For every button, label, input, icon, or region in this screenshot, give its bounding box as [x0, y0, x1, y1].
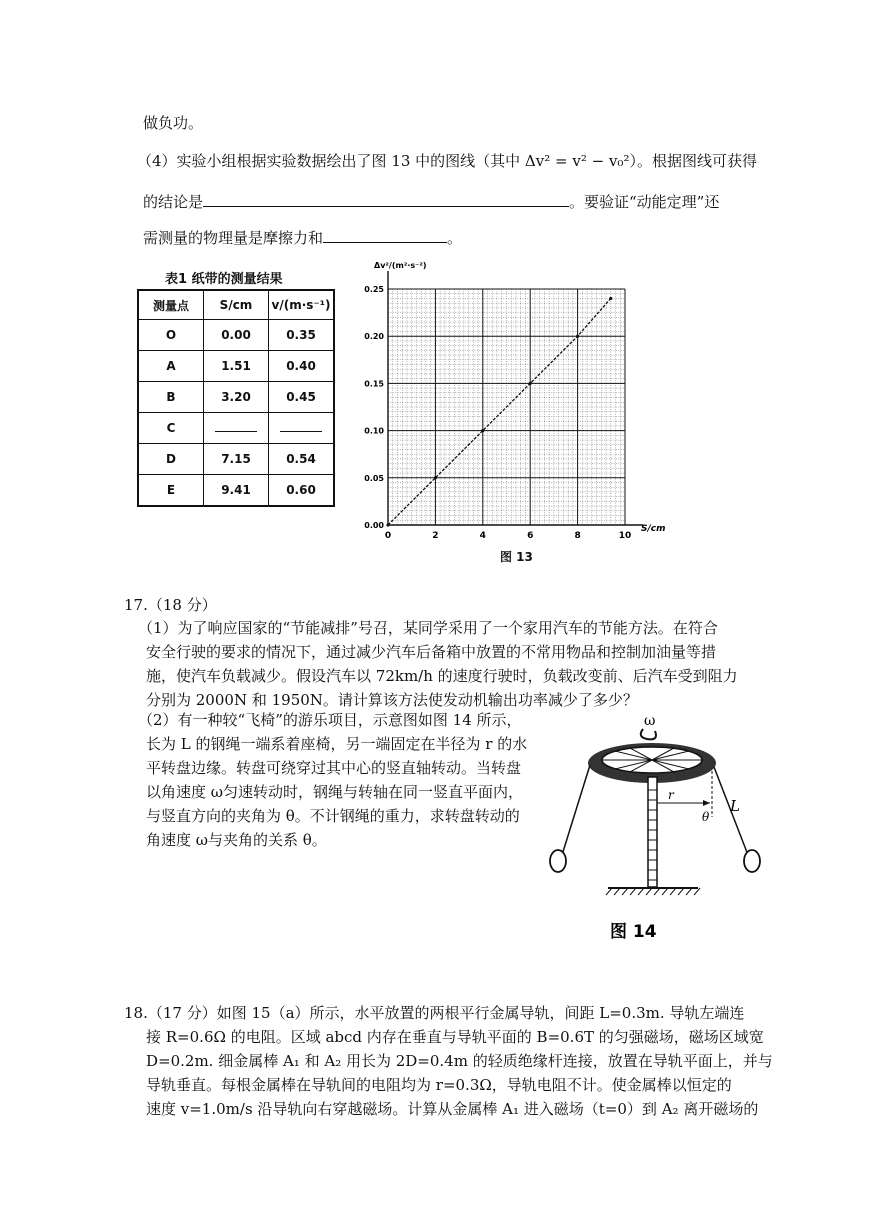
- table-row: [138, 382, 334, 413]
- text-line: 以角速度 ω匀速转动时，钢绳与转轴在同一竖直平面内，: [146, 783, 524, 801]
- table-cell: 7.15: [204, 444, 269, 475]
- figure-13-chart: [355, 255, 666, 570]
- x-tick-label: 10: [618, 531, 632, 541]
- table-cell-blank[interactable]: [269, 413, 335, 444]
- table-row: [138, 475, 334, 507]
- measure-suffix: 。: [447, 229, 463, 247]
- table-cell: 0.00: [204, 320, 269, 351]
- y-tick-label: 0.10: [364, 426, 384, 436]
- table-cell: 9.41: [204, 475, 269, 507]
- table-cell: A: [138, 351, 204, 382]
- length-label: L: [730, 797, 740, 815]
- measurement-table: [137, 289, 335, 507]
- y-axis-label: Δv²/(m²·s⁻²): [374, 261, 427, 270]
- conclusion-label: 的结论是: [143, 193, 204, 211]
- figure-14-swing-ride: [540, 705, 780, 950]
- table-cell: 0.54: [269, 444, 335, 475]
- data-point: [576, 335, 579, 338]
- text-line: 角速度 ω与夹角的关系 θ。: [146, 831, 327, 849]
- table-row: [138, 320, 334, 351]
- x-tick-label: 2: [432, 531, 439, 541]
- table-cell: E: [138, 475, 204, 507]
- y-tick-label: 0.05: [364, 473, 384, 483]
- data-point: [434, 476, 437, 479]
- data-point: [529, 382, 532, 385]
- radius-label: r: [668, 788, 674, 802]
- question-17-part-2: [138, 708, 527, 852]
- text-line: 接 R=0.6Ω 的电阻。区域 abcd 内存在垂直与导轨平面的 B=0.6T 的匀强磁场，磁场区域宽: [146, 1028, 764, 1046]
- theta-label: θ: [702, 810, 710, 824]
- ground-hatching: [606, 888, 700, 895]
- table-cell: 0.40: [269, 351, 335, 382]
- table-cell: D: [138, 444, 204, 475]
- data-point: [481, 429, 484, 432]
- table-header: 测量点: [138, 290, 204, 320]
- table-row: [138, 351, 334, 382]
- text-line: 做负功。: [143, 114, 204, 132]
- text-line: 施，使汽车负载减少。假设汽车以 72km/h 的速度行驶时，负载改变前、后汽车受到阻力: [146, 667, 738, 685]
- question-17-heading: 17.（18 分）: [124, 596, 217, 614]
- answer-blank-conclusion[interactable]: [203, 192, 569, 207]
- question-4-line-2: [143, 192, 719, 212]
- x-tick-label: 0: [384, 531, 392, 541]
- question-4-line-1: （4）实验小组根据实验数据绘出了图 13 中的图线（其中 Δv² = v² − v₀²）。根据图线可获得: [137, 152, 757, 170]
- table-header-row: [138, 290, 334, 320]
- question-17-part-1: [138, 616, 738, 712]
- text-line: 导轨垂直。每根金属棒在导轨间的电阻均为 r=0.3Ω，导轨电阻不计。使金属棒以恒定的: [146, 1076, 732, 1094]
- question-4-line-3: [143, 228, 462, 248]
- y-tick-label: 0.20: [364, 332, 384, 342]
- text-line: （2）有一种较“飞椅”的游乐项目，示意图如图 14 所示，: [138, 711, 522, 729]
- table-cell: 3.20: [204, 382, 269, 413]
- radius-arrowhead-icon: [703, 800, 710, 806]
- omega-label: ω: [644, 713, 656, 729]
- text-line: 速度 v=1.0m/s 沿导轨向右穿越磁场。计算从金属棒 A₁ 进入磁场（t=0）到 A₂ 离开磁场的: [146, 1100, 759, 1118]
- figure-14-caption: 图 14: [610, 922, 657, 942]
- conclusion-suffix: 。要验证“动能定理”还: [569, 193, 720, 211]
- text-line: 长为 L 的钢绳一端系着座椅，另一端固定在半径为 r 的水: [146, 735, 528, 753]
- table-cell: O: [138, 320, 204, 351]
- data-point: [609, 297, 612, 300]
- table-row: [138, 413, 334, 444]
- figure-13-caption: 图 13: [500, 550, 533, 564]
- right-seat: [744, 850, 760, 872]
- text-line: 安全行驶的要求的情况下，通过减少汽车后备箱中放置的不常用物品和控制加油量等措: [146, 643, 717, 661]
- table-header: v/(m·s⁻¹): [269, 290, 335, 320]
- question-18: [124, 1001, 773, 1121]
- y-tick-label: 0.25: [364, 285, 384, 294]
- measure-label: 需测量的物理量是摩擦力和: [143, 229, 324, 247]
- table-cell-blank[interactable]: [204, 413, 269, 444]
- table-cell: 0.60: [269, 475, 335, 507]
- text-line: 18.（17 分）如图 15（a）所示，水平放置的两根平行金属导轨，间距 L=0.3m. 导轨左端连: [124, 1004, 745, 1022]
- y-tick-label: 0.15: [364, 379, 384, 389]
- table-cell: 0.45: [269, 382, 335, 413]
- table-header: S/cm: [204, 290, 269, 320]
- text-line: 平转盘边缘。转盘可绕穿过其中心的竖直轴转动。当转盘: [146, 759, 522, 777]
- left-rope: [562, 765, 590, 855]
- text-line: （1）为了响应国家的“节能减排”号召，某同学采用了一个家用汽车的节能方法。在符合: [138, 619, 718, 637]
- rotation-arrow-icon: [641, 729, 656, 739]
- table-cell: C: [138, 413, 204, 444]
- table-cell: 0.35: [269, 320, 335, 351]
- text-line: D=0.2m. 细金属棒 A₁ 和 A₂ 用长为 2D=0.4m 的轻质绝缘杆连接，放置在导轨平面上，并与: [146, 1052, 773, 1070]
- table-cell: 1.51: [204, 351, 269, 382]
- text-line: 与竖直方向的夹角为 θ。不计钢绳的重力，求转盘转动的: [146, 807, 520, 825]
- data-point: [386, 523, 389, 526]
- left-seat: [550, 850, 566, 872]
- x-tick-label: 6: [527, 531, 534, 541]
- table-row: [138, 444, 334, 475]
- y-tick-label: 0.00: [364, 521, 384, 530]
- text-line: 分别为 2000N 和 1950N。请计算该方法使发动机输出功率减少了多少？: [146, 691, 638, 709]
- x-tick-label: 8: [574, 531, 581, 541]
- x-tick-label: 4: [479, 531, 486, 541]
- x-axis-label: S/cm: [641, 524, 666, 534]
- answer-blank-quantity[interactable]: [323, 228, 447, 243]
- table-title: 表1 纸带的测量结果: [165, 272, 283, 287]
- table-cell: B: [138, 382, 204, 413]
